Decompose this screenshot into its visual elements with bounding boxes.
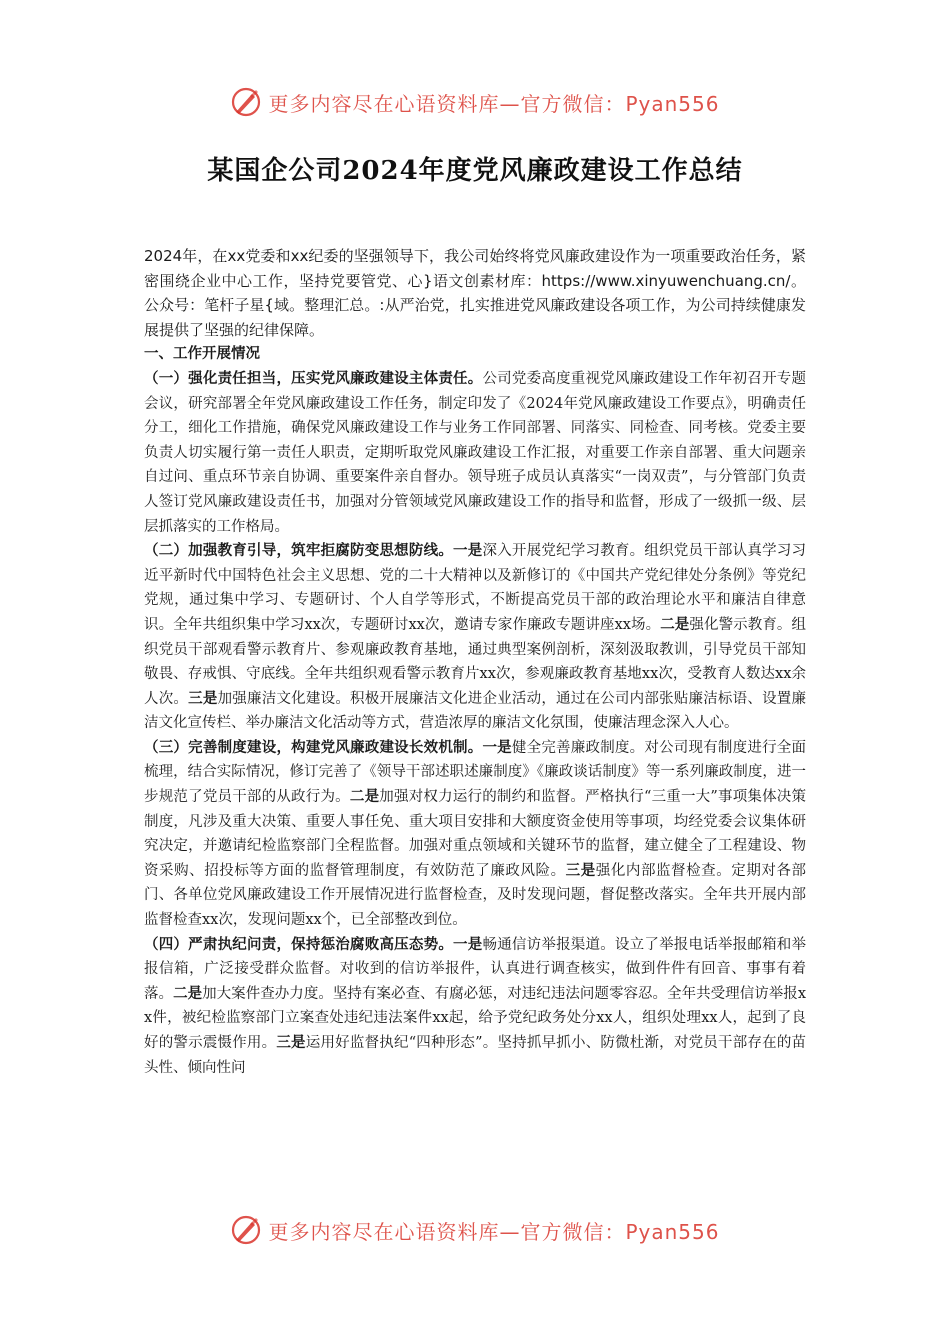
document-title: 某国企公司2024年度党风廉政建设工作总结: [207, 156, 743, 186]
paragraph-text: 运用好监督执纪“四种形态”。坚持抓早抓小、防微杜渐，对党员干部存在的苗头性、倾向性问: [144, 1035, 807, 1076]
intro-paragraph: 2024年，在xx党委和xx纪委的坚强领导下，我公司始终将党风廉政建设作为一项重要政治任务，紧密围绕企业中心工作，坚持党要管党、心}语文创素材库：https://www.xinyuwenchuang.cn/。公众号：笔杆子星{域。整理汇总。:从严治党，扎实推进党风廉政建设各项工作，为公司持续健康发展提供了坚强的纪律保障。: [144, 247, 806, 339]
paragraph-discipline: [144, 933, 806, 1081]
paragraph-lead: （三）完善制度建设，构建党风廉政建设长效机制。: [144, 738, 483, 756]
paragraph-text: 公司党委高度重视党风廉政建设工作年初召开专题会议，研究部署全年党风廉政建设工作任务，制定印发了《2024年党风廉政建设工作要点》，明确责任分工，细化工作措施，确保党风廉政建设工作与业务工作同部署、同落实、同检查、同考核。党委主要负责人切实履行第一责任人职责，定期听取党风廉政建设工作汇报，对重要工作亲自部署、重大问题亲自过问、重点环节亲自协调、重要案件亲自督办。领导班子成员认真落实“一岗双责”，与分管部门负责人签订党风廉政建设责任书，加强对分管领域党风廉政建设工作的指导和监督，形成了一级抓一级、层层抓落实的工作格局。: [144, 370, 807, 535]
paragraph-text: 健全完善廉政制度。对公司现有制度进行全面梳理，结合实际情况，修订完善了《领导干部述职述廉制度》《廉政谈话制度》等一系列廉政制度，进一步规范了党员干部的从政行为。: [144, 739, 807, 806]
paragraph-institutions: [144, 736, 806, 933]
point-marker: 一是: [482, 738, 512, 756]
paragraph-text: 加强廉洁文化建设。积极开展廉洁文化进企业活动，通过在公司内部张贴廉洁标语、设置廉洁文化宣传栏、举办廉洁文化活动等方式，营造浓厚的廉洁文化氛围，使廉洁理念深入人心。: [144, 690, 807, 732]
point-marker: 一是: [453, 542, 483, 560]
watermark-text: 更多内容尽在心语资料库—官方微信：Pyan556: [268, 91, 720, 116]
pen-logo-icon: [230, 86, 262, 118]
paragraph-text: 加大案件查办力度。坚持有案必查、有腐必惩，对违纪违法问题零容忍。全年共受理信访举报xx件，被纪检监察部门立案查处违纪违法案件xx起，给予党纪政务处分xx人，组织处理xx人，起到了良好的警示震慑作用。: [144, 985, 806, 1051]
pen-logo-icon: [230, 1214, 262, 1246]
paragraph-responsibility: [144, 367, 806, 539]
paragraph-text: 深入开展党纪学习教育。组织党员干部认真学习习近平新时代中国特色社会主义思想、党的二十大精神以及新修订的《中国共产党纪律处分条例》等党纪党规，通过集中学习、专题研讨、个人自学等形式，不断提高党员干部的政治理论水平和廉洁自律意识。全年共组织集中学习xx次，专题研讨xx次，邀请专家作廉政专题讲座xx场。: [144, 543, 807, 633]
section-heading: 一、工作开展情况: [144, 345, 260, 363]
point-marker: 三是: [276, 1034, 306, 1051]
paragraph-text: 畅通信访举报渠道。设立了举报电话举报邮箱和举报信箱，广泛接受群众监督。对收到的信访举报件，认真进行调查核实，做到件件有回音、事事有着落。: [144, 936, 807, 1002]
watermark-text: 更多内容尽在心语资料库—官方微信：Pyan556: [268, 1219, 720, 1244]
point-marker: 二是: [349, 788, 380, 806]
document-body: [144, 244, 806, 1080]
paragraph-text: 强化内部监督检查。定期对各部门、各单位党风廉政建设工作开展情况进行监督检查，及时发现问题，督促整改落实。全年共开展内部监督检查xx次，发现问题xx个，已全部整改到位。: [144, 862, 807, 929]
point-marker: 三是: [565, 861, 596, 879]
paragraph-text: 加强对权力运行的制约和监督。严格执行“三重一大”事项集体决策制度，凡涉及重大决策、重要人事任免、重大项目安排和大额度资金使用等事项，均经党委会议集体研究决定，并邀请纪检监察部门全程监督。加强对重点领域和关键环节的监督，建立健全了工程建设、物资采购、招投标等方面的监督管理制度，有效防范了廉政风险。: [144, 789, 807, 879]
point-marker: 三是: [188, 689, 218, 707]
paragraph-lead: （二）加强教育引导，筑牢拒腐防变思想防线。: [144, 542, 454, 560]
paragraph-lead: （四）严肃执纪问责，保持惩治腐败高压态势。: [144, 935, 454, 953]
watermark-banner-bottom: [0, 1208, 950, 1252]
watermark-banner-top: [0, 80, 950, 124]
paragraph-text: 强化警示教育。组织党员干部观看警示教育片、参观廉政教育基地，通过典型案例剖析，深刻汲取教训，引导党员干部知敬畏、存戒惧、守底线。全年共组织观看警示教育片xx次，参观廉政教育基地xx次，受教育人数达xx余人次。: [144, 616, 807, 707]
point-marker: 二是: [660, 615, 690, 633]
paragraph-education: [144, 539, 806, 736]
point-marker: 二是: [173, 984, 203, 1002]
point-marker: 一是: [453, 935, 483, 953]
paragraph-lead: （一）强化责任担当，压实党风廉政建设主体责任。: [144, 369, 483, 387]
